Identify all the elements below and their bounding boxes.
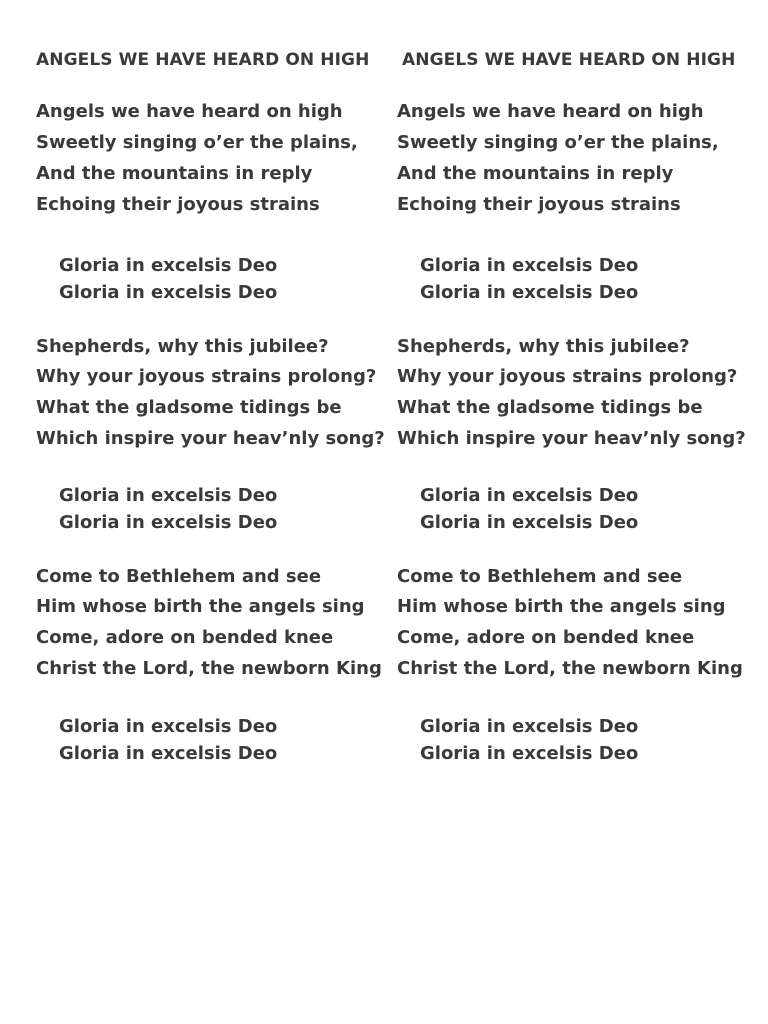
refrain-line: Gloria in excelsis Deo xyxy=(420,743,639,764)
refrain-line: Gloria in excelsis Deo xyxy=(59,282,278,303)
verse-line: Shepherds, why this jubilee? xyxy=(397,336,690,357)
verse-line: Echoing their joyous strains xyxy=(36,194,320,215)
refrain-line: Gloria in excelsis Deo xyxy=(59,716,278,737)
refrain-line: Gloria in excelsis Deo xyxy=(420,716,639,737)
refrain-line: Gloria in excelsis Deo xyxy=(420,512,639,533)
verse-line: Christ the Lord, the newborn King xyxy=(397,658,743,679)
verse-line: Him whose birth the angels sing xyxy=(397,596,726,617)
verse-line: Sweetly singing o’er the plains, xyxy=(36,132,358,153)
verse-line: Why your joyous strains prolong? xyxy=(36,366,377,387)
verse-line: Angels we have heard on high xyxy=(397,101,704,122)
verse-line: Shepherds, why this jubilee? xyxy=(36,336,329,357)
verse-line: Why your joyous strains prolong? xyxy=(397,366,738,387)
verse-line: Come, adore on bended knee xyxy=(397,627,695,648)
verse-line: What the gladsome tidings be xyxy=(397,397,703,418)
verse-line: Come to Bethlehem and see xyxy=(397,566,683,587)
refrain-line: Gloria in excelsis Deo xyxy=(420,255,639,276)
refrain-line: Gloria in excelsis Deo xyxy=(420,485,639,506)
refrain-line: Gloria in excelsis Deo xyxy=(59,512,278,533)
song-title: ANGELS WE HAVE HEARD ON HIGH xyxy=(402,50,736,70)
refrain-line: Gloria in excelsis Deo xyxy=(59,485,278,506)
verse-line: And the mountains in reply xyxy=(36,163,313,184)
verse-line: What the gladsome tidings be xyxy=(36,397,342,418)
refrain-line: Gloria in excelsis Deo xyxy=(420,282,639,303)
verse-line: Which inspire your heav’nly song? xyxy=(36,428,385,449)
verse-line: Him whose birth the angels sing xyxy=(36,596,365,617)
verse-line: Christ the Lord, the newborn King xyxy=(36,658,382,679)
refrain-line: Gloria in excelsis Deo xyxy=(59,743,278,764)
verse-line: And the mountains in reply xyxy=(397,163,674,184)
verse-line: Angels we have heard on high xyxy=(36,101,343,122)
verse-line: Come to Bethlehem and see xyxy=(36,566,322,587)
verse-line: Which inspire your heav’nly song? xyxy=(397,428,746,449)
refrain-line: Gloria in excelsis Deo xyxy=(59,255,278,276)
verse-line: Sweetly singing o’er the plains, xyxy=(397,132,719,153)
song-title: ANGELS WE HAVE HEARD ON HIGH xyxy=(36,50,370,70)
verse-line: Echoing their joyous strains xyxy=(397,194,681,215)
verse-line: Come, adore on bended knee xyxy=(36,627,334,648)
